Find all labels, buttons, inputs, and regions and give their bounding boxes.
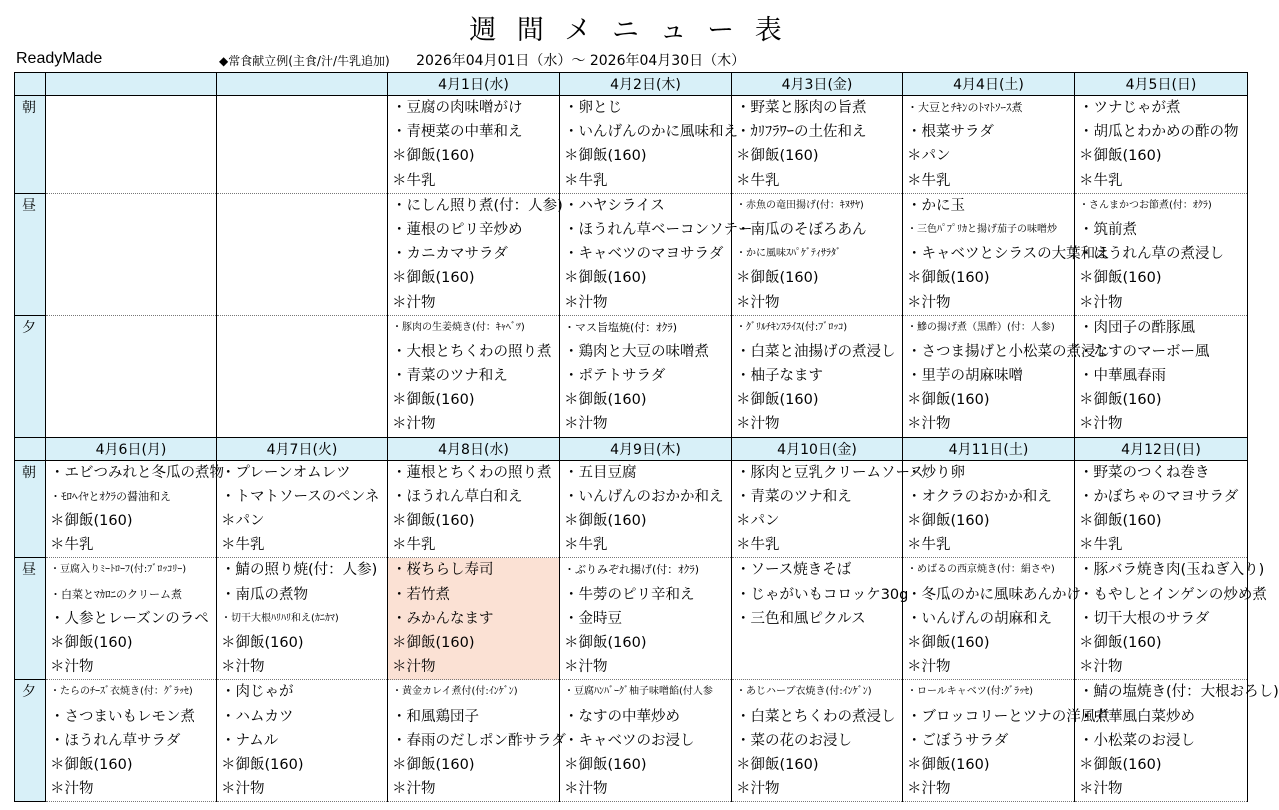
dish-line: ・たらのﾁｰｽﾞ衣焼き(付：ｸﾞﾗｯｾ) (50, 686, 193, 698)
menu-cell (46, 680, 217, 802)
dish-line: ＊御飯(160) (1079, 756, 1162, 773)
dish-line: ・ナムル (221, 732, 279, 749)
dish-line: ・小松菜のお浸し (1079, 732, 1195, 749)
dish-line: ＊御飯(160) (1079, 392, 1162, 409)
menu-cell (560, 96, 738, 194)
menu-cell (560, 460, 732, 558)
dish-line: ・オクラのおかか和え (907, 488, 1052, 505)
dish-line: ＊御飯(160) (50, 756, 133, 773)
menu-cell (1075, 315, 1248, 437)
dish-line: ＊御飯(160) (392, 148, 475, 165)
date-header: 4月6日(月) (46, 437, 217, 460)
dish-line: ＊御飯(160) (392, 270, 475, 287)
dish-line (221, 242, 387, 266)
dish-line: ・青梗菜の中華和え (392, 124, 523, 141)
menu-cell (732, 193, 903, 315)
date-header: 4月10日(金) (732, 437, 903, 460)
dish-line: ・赤魚の竜田揚げ(付：ｷﾇｻﾔ) (736, 199, 864, 211)
dish-line: ・里芋の胡麻味噌 (907, 368, 1023, 385)
dish-line: ・鯖の塩焼き(付：大根おろし) (1079, 684, 1279, 701)
dish-line: ・切干大根ﾊﾘﾊﾘ和え(ｶﾆｶﾏ) (221, 612, 339, 624)
menu-cell (388, 96, 560, 194)
dish-line: ＊汁物 (392, 294, 436, 311)
dish-line (221, 388, 387, 412)
dish-line: ＊牛乳 (736, 172, 780, 189)
dish-line: ・かに風味ｽﾊﾟｹﾞﾃｨｻﾗﾀﾞ (736, 248, 841, 260)
dish-line: ・豚バラ焼き肉(玉ねぎ入り) (1079, 562, 1265, 579)
dish-line: ・中華風白菜炒め (1079, 708, 1195, 725)
dish-line: ＊牛乳 (221, 537, 265, 554)
dish-line: ・カニカマサラダ (392, 246, 508, 263)
dish-line: ・あじハーブ衣焼き(付:ｲﾝｹﾞﾝ) (736, 686, 872, 698)
dish-line: ・南瓜の煮物 (221, 586, 308, 603)
menu-cell (388, 680, 566, 802)
dish-line (50, 316, 216, 340)
dish-line: ＊汁物 (564, 659, 608, 676)
menu-cell (903, 460, 1075, 558)
dish-line: ・豆腐入りﾐｰﾄﾛｰﾌ(付:ﾌﾞﾛｯｺﾘｰ) (50, 564, 187, 576)
dish-line: ・エビつみれと冬瓜の煮物 (50, 464, 224, 481)
meal-row (15, 315, 1248, 437)
dish-line: ＊御飯(160) (1079, 270, 1162, 287)
dish-line: ＊汁物 (50, 659, 94, 676)
dish-line: ・みかんなます (392, 610, 494, 627)
dish-line: ＊汁物 (907, 781, 951, 798)
dish-line: ＊牛乳 (736, 537, 780, 554)
dish-line: ＊御飯(160) (1079, 148, 1162, 165)
meal-label: 夕 (15, 315, 46, 437)
dish-line: ＊牛乳 (907, 537, 951, 554)
dish-line: ＊牛乳 (564, 172, 608, 189)
dish-line: ＊牛乳 (392, 537, 436, 554)
dish-line: ・ｶﾘﾌﾗﾜｰの土佐和え (736, 124, 867, 141)
dish-line: ＊御飯(160) (564, 513, 647, 529)
dish-line (50, 412, 216, 436)
date-header: 4月12日(日) (1075, 437, 1248, 460)
dish-line: ・かぼちゃのマヨサラダ (1079, 488, 1239, 505)
dish-line: ・さつまいもレモン煮 (50, 708, 195, 725)
dish-line: ＊御飯(160) (564, 634, 647, 651)
meal-row (15, 460, 1248, 558)
dish-line: ＊汁物 (50, 781, 94, 798)
dish-line: ＊汁物 (564, 416, 608, 433)
dish-line: ・和風鶏団子 (392, 708, 479, 725)
date-header (46, 73, 217, 96)
dish-line: ・じゃがいもコロッケ30g (736, 586, 909, 603)
dish-line: ・炒り卵 (907, 464, 965, 481)
menu-cell (732, 315, 903, 437)
dish-line: ・ほうれん草白和え (392, 488, 523, 505)
dish-line: ・ほうれん草サラダ (50, 732, 181, 749)
dish-line: ・豆腐ﾊﾝﾊﾞｰｸﾞ柚子味噌餡(付人参 (564, 686, 713, 698)
dish-line: ・五目豆腐 (564, 464, 637, 481)
page-title: 週 間 メ ニ ュ ー 表 (469, 15, 788, 46)
dish-line: ・ポテトサラダ (564, 368, 666, 385)
dish-line: ・冬瓜のかに風味あんかけ (907, 586, 1081, 603)
menu-cell (560, 193, 753, 315)
dish-line: ・南瓜のそぼろあん (736, 221, 867, 238)
dish-line (221, 144, 387, 168)
dish-line (221, 169, 387, 193)
dish-line (50, 242, 216, 266)
dish-line (221, 316, 387, 340)
date-header: 4月2日(木) (560, 73, 732, 96)
weekly-menu-table (14, 72, 1279, 802)
dish-line: ＊汁物 (736, 294, 780, 311)
dish-line: ＊汁物 (907, 294, 951, 311)
dish-line: ・胡瓜とわかめの酢の物 (1079, 124, 1239, 141)
dish-line: ・ロールキャベツ(付:ｸﾞﾗｯｾ) (907, 686, 1033, 698)
dish-line (50, 340, 216, 364)
dish-line: ・人参とレーズンのラペ (50, 610, 209, 627)
dish-line: ・ぶりみぞれ揚げ(付：ｵｸﾗ) (564, 563, 700, 577)
menu-cell (46, 96, 217, 194)
dish-line: ＊汁物 (1079, 294, 1123, 311)
dish-line: ＊汁物 (1079, 659, 1123, 676)
dish-line: ・ツナじゃが煮 (1079, 100, 1181, 116)
dish-line: ＊牛乳 (1079, 537, 1123, 554)
dish-line: ・めばるの西京焼き(付：絹さや) (907, 564, 1055, 576)
menu-cell (388, 315, 560, 437)
dish-line: ・ブロッコリーとツナの洋風煮 (907, 708, 1110, 725)
menu-cell (903, 558, 1081, 680)
dish-line: ＊パン (907, 148, 951, 165)
dish-line: ・鯖の照り焼(付：人参) (221, 562, 378, 579)
dish-line (221, 218, 387, 242)
dish-line (50, 144, 216, 168)
dish-line: ・いんげんのかに風味和え (564, 124, 738, 141)
dish-line: ・ほうれん草ベーコンソテー (564, 221, 753, 238)
dish-line: ＊御飯(160) (564, 756, 647, 773)
menu-cell (560, 558, 732, 680)
date-header: 4月8日(水) (388, 437, 560, 460)
dish-line: ・桜ちらし寿司 (392, 562, 494, 579)
dish-line: ・鰺の揚げ煮（黒酢）(付：人参) (907, 321, 1055, 333)
dish-line: ＊牛乳 (907, 172, 951, 189)
dish-line: ＊汁物 (392, 416, 436, 433)
dish-line: ・牛蒡のピリ辛和え (564, 586, 695, 603)
dish-line: ＊御飯(160) (736, 756, 819, 773)
dish-line: ・ﾓﾛﾍｲﾔとｵｸﾗの醤油和え (50, 489, 171, 503)
dish-line: ＊パン (221, 513, 265, 529)
menu-cell (560, 315, 732, 437)
dish-line: ＊牛乳 (50, 537, 94, 554)
dish-line: ・白菜とちくわの煮浸し (736, 708, 896, 725)
menu-cell (217, 96, 388, 194)
dish-line: ＊御飯(160) (907, 756, 990, 773)
dish-line: ＊御飯(160) (564, 148, 647, 165)
dish-line: ＊汁物 (736, 781, 780, 798)
dish-line (50, 194, 216, 218)
dish-line: ・春雨のだしポン酢サラダ (392, 732, 566, 749)
dish-line: ・卵とじ (564, 100, 622, 116)
dish-line: ・青菜のツナ和え (392, 368, 508, 385)
dish-line: ・ソース焼きそば (736, 562, 852, 579)
meal-label: 昼 (15, 193, 46, 315)
dish-line: ・ハヤシライス (564, 197, 665, 214)
dish-line: ＊御飯(160) (907, 392, 990, 409)
dish-line: ・なすのマーボー風 (1079, 343, 1210, 360)
menu-cell (1075, 460, 1248, 558)
dish-line: ・いんげんのおかか和え (564, 488, 724, 505)
dish-line: ＊御飯(160) (907, 270, 990, 287)
menu-cell (732, 680, 903, 802)
dish-line: ＊汁物 (907, 416, 951, 433)
dish-line: ・切干大根のサラダ (1079, 610, 1210, 627)
date-header: 4月1日(水) (388, 73, 560, 96)
dish-line: ・白菜と油揚げの煮浸し (736, 343, 896, 360)
dish-line (50, 291, 216, 315)
menu-cell (732, 460, 924, 558)
date-header: 4月7日(火) (217, 437, 388, 460)
dish-line: ＊汁物 (907, 659, 951, 676)
dish-line: ＊パン (736, 513, 780, 529)
dish-line: ＊汁物 (392, 659, 436, 676)
menu-cell (46, 315, 217, 437)
dish-line: ＊御飯(160) (736, 392, 819, 409)
corner-cell (15, 437, 46, 460)
dish-line: ・金時豆 (564, 610, 622, 627)
dish-line: ＊汁物 (564, 294, 608, 311)
menu-cell (1075, 193, 1248, 315)
corner-cell (15, 73, 46, 96)
dish-line (221, 194, 387, 218)
dish-line (221, 340, 387, 364)
dish-line: ・にしん照り煮(付：人参) (392, 197, 563, 214)
dish-line (221, 412, 387, 436)
menu-cell (903, 96, 1075, 194)
dish-line: ＊御飯(160) (392, 513, 475, 529)
menu-cell (388, 558, 560, 680)
dish-line: ＊御飯(160) (736, 148, 819, 165)
dish-line: ＊汁物 (392, 781, 436, 798)
date-header: 4月5日(日) (1075, 73, 1248, 96)
dish-line: ＊牛乳 (564, 537, 608, 554)
dish-line: ・三色ﾊﾟﾌﾟﾘｶと揚げ茄子の味噌炒 (907, 223, 1057, 235)
dish-line: ・根菜サラダ (907, 124, 994, 141)
meal-row (15, 96, 1248, 194)
dish-line: ・ｸﾞﾘﾙﾁｷﾝｽﾗｲｽ(付:ﾌﾞﾛｯｺ) (736, 321, 848, 333)
dish-line: ・いんげんの胡麻和え (907, 610, 1052, 627)
dish-line: ＊御飯(160) (50, 513, 133, 529)
dish-line: ・ごぼうサラダ (907, 732, 1009, 749)
dish-line: ＊御飯(160) (50, 634, 133, 651)
menu-cell (46, 460, 224, 558)
menu-cell (46, 193, 217, 315)
meal-label: 昼 (15, 558, 46, 680)
dish-line: ・もやしとインゲンの炒め煮 (1079, 586, 1267, 603)
menu-cell (732, 558, 909, 680)
dish-line: ・豆腐の肉味噌がけ (392, 100, 523, 116)
date-header: 4月3日(金) (732, 73, 903, 96)
dish-line: ・鶏肉と大豆の味噌煮 (564, 343, 709, 360)
dish-line: ・ほうれん草の煮浸し (1079, 246, 1224, 263)
dish-line: ＊牛乳 (1079, 172, 1123, 189)
menu-type-label: ◆常食献立例(主食/汁/牛乳追加) (219, 54, 390, 68)
menu-cell (1075, 680, 1279, 802)
dish-line: ＊御飯(160) (1079, 513, 1162, 529)
menu-cell (217, 460, 388, 558)
dish-line (50, 266, 216, 290)
date-header: 4月4日(土) (903, 73, 1075, 96)
dish-line (50, 120, 216, 144)
menu-cell (217, 315, 388, 437)
menu-period: 2026年04月01日（水）～ 2026年04月30日（木） (416, 53, 746, 69)
dish-line (736, 655, 902, 679)
dish-line: ・中華風春雨 (1079, 368, 1166, 385)
dish-line (221, 291, 387, 315)
date-header-row (15, 73, 1248, 96)
dish-line: ・肉じゃが (221, 684, 294, 701)
date-header-row (15, 437, 1248, 460)
dish-line (50, 96, 216, 120)
dish-line: ・蓮根とちくわの照り煮 (392, 464, 552, 481)
dish-line: ＊御飯(160) (907, 634, 990, 651)
dish-line: ・トマトソースのペンネ (221, 488, 380, 505)
dish-line: ＊牛乳 (392, 172, 436, 189)
dish-line: ＊御飯(160) (392, 756, 475, 773)
dish-line: ・白菜とﾏｶﾛﾆのクリーム煮 (50, 587, 182, 601)
dish-line: ・筑前煮 (1079, 221, 1137, 238)
menu-cell (217, 193, 388, 315)
meal-row (15, 558, 1248, 680)
dish-line (221, 120, 387, 144)
date-header: 4月11日(土) (903, 437, 1075, 460)
dish-line: ・青菜のツナ和え (736, 488, 852, 505)
dish-line: ＊御飯(160) (736, 270, 819, 287)
dish-line (221, 266, 387, 290)
dish-line: ・プレーンオムレツ (221, 464, 351, 481)
dish-line: ＊汁物 (221, 781, 265, 798)
dish-line: ・なすの中華炒め (564, 708, 680, 725)
dish-line: ＊汁物 (736, 416, 780, 433)
dish-line: ・柚子なます (736, 368, 823, 385)
dish-line: ・かに玉 (907, 197, 965, 214)
dish-line: ・キャベツのお浸し (564, 732, 695, 749)
dish-line: ・蓮根のピリ辛炒め (392, 221, 523, 238)
meal-row (15, 193, 1248, 315)
menu-cell (1075, 558, 1267, 680)
dish-line: ・若竹煮 (392, 586, 450, 603)
menu-cell (217, 680, 388, 802)
date-header (217, 73, 388, 96)
dish-line: ・三色和風ピクルス (736, 610, 866, 627)
brand-name: ReadyMade (16, 50, 103, 67)
dish-line (50, 218, 216, 242)
dish-line: ・マス旨塩焼(付：ｵｸﾗ) (564, 320, 678, 334)
dish-line: ＊御飯(160) (1079, 634, 1162, 651)
menu-cell (903, 680, 1110, 802)
dish-line: ・肉団子の酢豚風 (1079, 319, 1195, 336)
dish-line: ・豚肉の生姜焼き(付：ｷｬﾍﾞﾂ) (392, 321, 525, 333)
menu-cell (217, 558, 388, 680)
meal-row (15, 680, 1248, 802)
dish-line: ＊汁物 (221, 659, 265, 676)
meal-label: 朝 (15, 460, 46, 558)
dish-line (50, 388, 216, 412)
dish-line: ＊御飯(160) (392, 392, 475, 409)
menu-cell (560, 680, 732, 802)
dish-line (50, 169, 216, 193)
dish-line (221, 364, 387, 388)
dish-line: ・キャベツとシラスの大葉和え (907, 246, 1110, 263)
dish-line: ＊汁物 (1079, 781, 1123, 798)
menu-subtitle (219, 50, 745, 70)
menu-cell (388, 193, 563, 315)
dish-line: ＊御飯(160) (564, 270, 647, 287)
dish-line: ・野菜と豚肉の旨煮 (736, 100, 867, 116)
dish-line: ＊汁物 (564, 781, 608, 798)
meal-label: 夕 (15, 680, 46, 802)
dish-line (221, 96, 387, 120)
dish-line: ＊汁物 (1079, 416, 1123, 433)
dish-line: ＊御飯(160) (564, 392, 647, 409)
meal-label: 朝 (15, 96, 46, 194)
dish-line: ・黄金カレイ煮付(付:ｲﾝｹﾞﾝ) (392, 686, 518, 698)
menu-cell (46, 558, 217, 680)
dish-line: ・大根とちくわの照り煮 (392, 343, 552, 360)
dish-line (50, 364, 216, 388)
menu-cell (732, 96, 903, 194)
dish-line: ・豚肉と豆乳クリームソース (736, 464, 924, 481)
dish-line: ＊御飯(160) (221, 756, 304, 773)
dish-line: ＊御飯(160) (907, 513, 990, 529)
dish-line: ・キャベツのマヨサラダ (564, 246, 724, 263)
menu-cell (1075, 96, 1248, 194)
dish-line: ・菜の花のお浸し (736, 732, 852, 749)
dish-line: ・さんまかつお節煮(付：ｵｸﾗ) (1079, 199, 1212, 211)
menu-cell (903, 315, 1110, 437)
dish-line: ・ハムカツ (221, 708, 294, 725)
dish-line: ・野菜のつくね巻き (1079, 464, 1210, 481)
dish-line: ・さつま揚げと小松菜の煮浸し (907, 343, 1110, 360)
dish-line (736, 631, 902, 655)
date-header: 4月9日(木) (560, 437, 732, 460)
dish-line: ＊御飯(160) (392, 634, 475, 651)
dish-line: ・大豆とﾁｷﾝのﾄﾏﾄｿｰｽ煮 (907, 101, 1023, 114)
dish-line: ＊御飯(160) (221, 634, 304, 651)
menu-cell (388, 460, 560, 558)
